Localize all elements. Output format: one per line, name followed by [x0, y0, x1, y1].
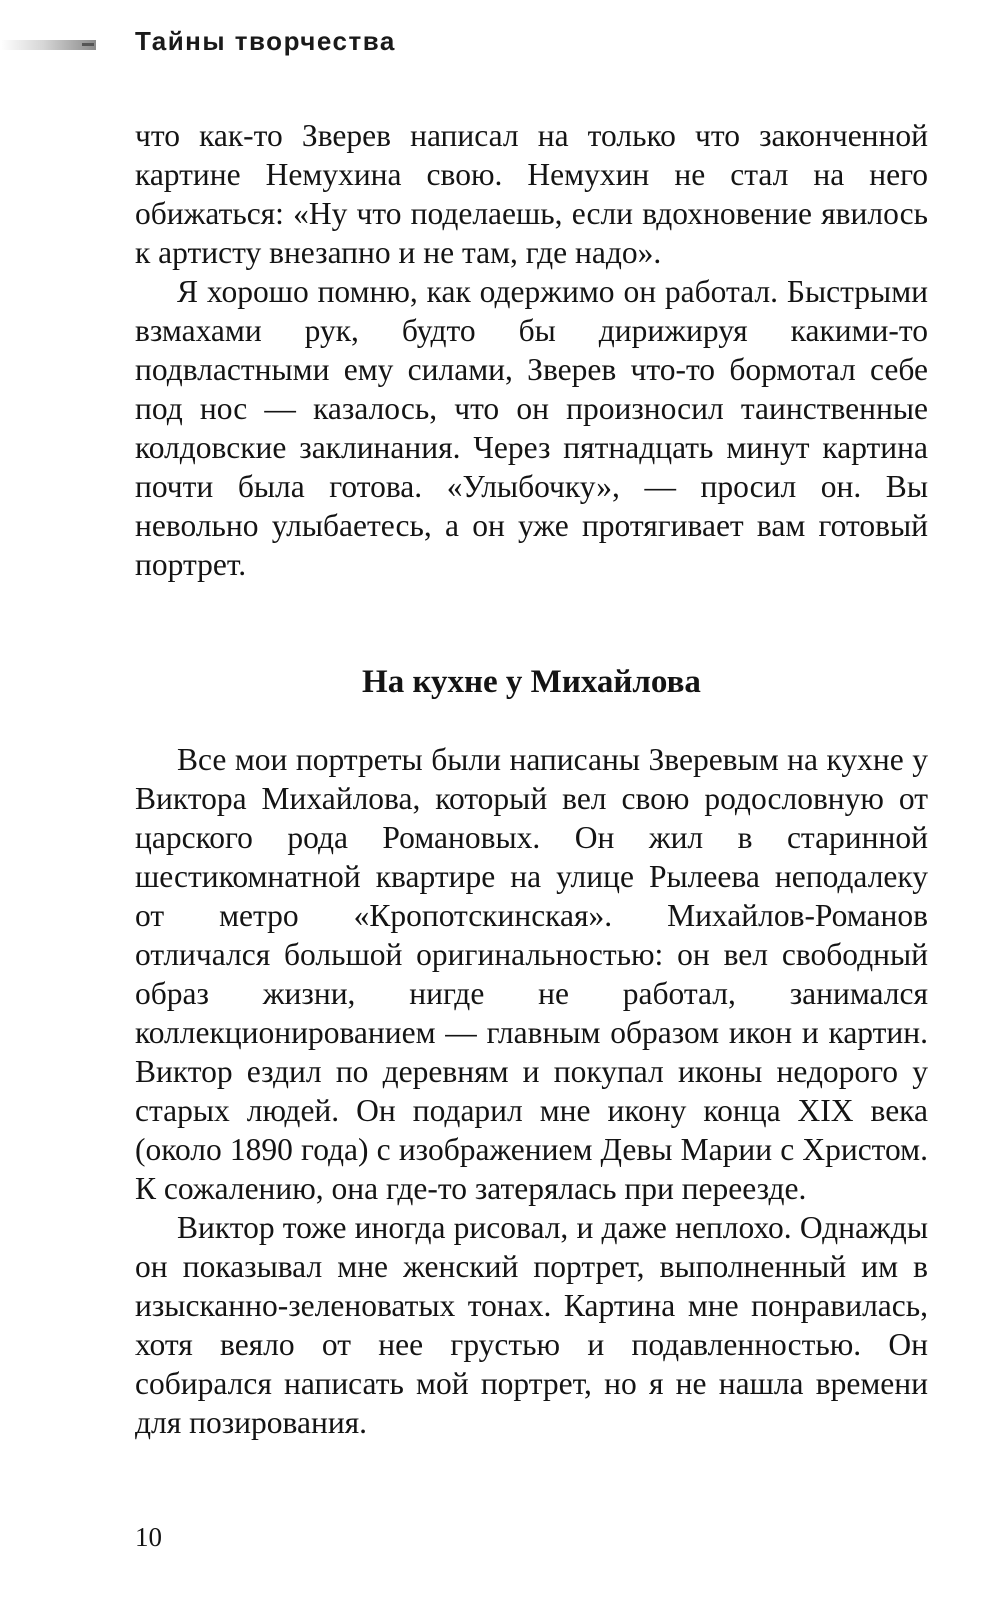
section-heading: На кухне у Михайлова	[362, 664, 701, 700]
paragraph: Виктор тоже иногда рисовал, и даже неплохо. Однажды он показывал мне женский портрет, выполненный им в изысканно-зеленоватых тонах. Картина мне понравилась, хотя веяло от нее грустью и подавленностью. Он собирался написать мой портрет, но я не нашла времени для позирования.	[135, 1210, 928, 1440]
text-block-after-heading	[135, 740, 928, 1442]
running-head: Тайны творчества	[135, 26, 396, 56]
page-number: 10	[135, 1522, 162, 1552]
header-decorative-rule	[0, 40, 96, 50]
text-block-before-heading	[135, 116, 928, 584]
paragraph: Я хорошо помню, как одержимо он работал. Быстрыми взмахами рук, будто бы дирижируя какими-то подвластными ему силами, Зверев что-то бормотал себе под нос — казалось, что он произносил таинственные колдовские заклинания. Через пятнадцать минут картина почти была готова. «Улыбочку», — просил он. Вы невольно улыбаетесь, а он уже протягивает вам готовый портрет.	[135, 274, 928, 582]
paragraph-continuation: что как-то Зверев написал на только что законченной картине Немухина свою. Немухин не стал на него обижаться: «Ну что поделаешь, если вдохновение явилось к артисту внезапно и не там, где надо».	[135, 118, 928, 270]
paragraph: Все мои портреты были написаны Зверевым на кухне у Виктора Михайлова, который вел свою родословную от царского рода Романовых. Он жил в старинной шестикомнатной квартире на улице Рылеева неподалеку от метро «Кропотскинская». Михайлов-Романов отличался большой оригинальностью: он вел свободный образ жизни, нигде не работал, занимался коллекционированием — главным образом икон и картин. Виктор ездил по деревням и покупал иконы недорого у старых людей. Он подарил мне икону конца XIX века (около 1890 года) с изображением Девы Марии с Христом. К сожалению, она где-то затерялась при переезде.	[135, 742, 928, 1206]
